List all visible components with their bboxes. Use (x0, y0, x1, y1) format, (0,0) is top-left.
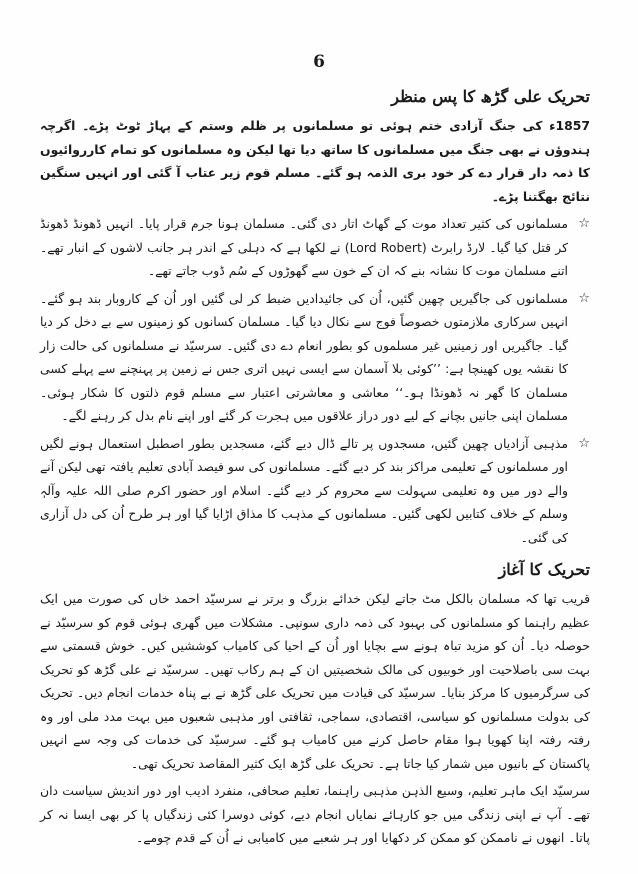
star-bullet-icon: ☆ (578, 290, 590, 306)
bullet-text: مسلمانوں کی جاگیریں چھین گئیں، اُن کی جائیدادیں ضبط کر لی گئیں اور اُن کے کاروبار بند ہو گئے۔ انہیں سرکاری ملازمتوں خصوصاً فوج سے نکال دیا گیا۔ مسلمان کسانوں کو زمینوں سے بے دخل کر دیا گیا۔ جاگیریں اور زمینیں غیر مسلموں کو بطور انعام دے دی گئیں۔ سرسیّد نے مسلمانوں کی حالت زار کا نقشہ یوں کھینچا ہے: ’’کوئی بلا آسمان سے ایسی نہیں اتری جس نے زمین پر پہنچنے سے پہلے کسی مسلمان کا گھر نہ ڈھونڈا ہو۔‘‘ معاشی و معاشرتی اعتبار سے مسلم قوم ذلتوں کا شکار ہوئی۔ مسلمان اپنی جانیں بچانے کے لیے دور دراز علاقوں میں ہجرت کر گئے اور اپنے نام بدل کر رہنے لگے۔ (40, 290, 568, 423)
page-content (40, 84, 590, 854)
section-heading-background: تحریک علی گڑھ کا پس منظر (391, 87, 590, 106)
bullet-item (40, 212, 590, 283)
intro-paragraph: 1857ء کی جنگ آزادی ختم ہوئی تو مسلمانوں پر ظلم وستم کے پہاڑ ٹوٹ پڑے۔ اگرچہ ہندوؤں نے بھی جنگ میں مسلمانوں کا ساتھ دیا تھا لیکن وہ مسلمانوں کو تمام کارروائیوں کا ذمہ دار قرار دے کر خود بری الذمہ ہو گئے۔ مسلم قوم زیر عتاب آ گئی اور انہیں سنگین نتائج بھگتنا پڑے۔ (40, 118, 590, 204)
bullet-item (40, 432, 590, 550)
bullet-item (40, 287, 590, 428)
page-number: 6 (313, 52, 325, 72)
bullet-text: مذہبی آزادیاں چھین گئیں، مسجدوں پر تالے ڈال دیے گئے، مسجدیں بطور اصطبل استعمال ہونے لگیں اور مسلمانوں کے تعلیمی مراکز بند کر دیے گئے۔ مسلمانوں کی سو فیصد آبادی تعلیم یافتہ تھی لیکن آنے والے دور میں وہ تعلیمی سہولت سے محروم کر دیے گئے۔ اسلام اور حضور اکرم صلی اللہ علیہ وآلہٖ وسلم کے خلاف کتابیں لکھی گئیں۔ مسلمانوں کے مذہب کا مذاق اڑایا گیا اور ہر طرح اُن کی دل آزاری کی گئی۔ (40, 435, 568, 545)
body-paragraph: قریب تھا کہ مسلمان بالکل مٹ جاتے لیکن خدائے بزرگ و برتر نے سرسیّد احمد خاں کی صورت میں ایک عظیم راہنما کو مسلمانوں کی بہبود کی ذمہ داری سونپی۔ مشکلات میں گھری ہوئی قوم کو سرسیّد نے حوصلہ دیا۔ اُن کو مزید تباہ ہونے سے بچایا اور اُن کے احیا کی کامیاب کوششیں کیں۔ خوش قسمتی سے بہت سی باصلاحیت اور خوبیوں کی مالک شخصیتیں ان کے ہم رکاب تھیں۔ سرسیّد نے علی گڑھ کو تحریک کی سرگرمیوں کا مرکز بنایا۔ سرسیّد کی قیادت میں تحریک علی گڑھ نے بے پناہ خدمات انجام دیں۔ تحریک کی بدولت مسلمانوں کو سیاسی، اقتصادی، سماجی، ثقافتی اور مذہبی شعبوں میں بہت مدد ملی اور وہ رفتہ رفتہ اپنا کھویا ہوا مقام حاصل کرنے میں کامیاب ہو گئے۔ سرسیّد کی خدمات کی وجہ سے انہیں پاکستان کے بانیوں میں شمار کیا جاتا ہے۔ تحریک علی گڑھ ایک کثیر المقاصد تحریک تھی۔ (40, 591, 590, 771)
star-bullet-icon: ☆ (578, 216, 590, 231)
section-heading-beginning: تحریک کا آغاز (498, 560, 590, 579)
bullet-text: مسلمانوں کی کثیر تعداد موت کے گھاٹ اتار دی گئی۔ مسلمان ہونا جرم قرار پایا۔ انہیں ڈھونڈ ڈھونڈ کر قتل کیا گیا۔ لارڈ رابرٹ (Lord Robert) نے لکھا ہے کہ دہلی کے اندر ہر جانب لاشوں کے انبار تھے۔ اتنے مسلمان موت کا نشانہ بنے کہ ان کے خون سے گھوڑوں کے سُم ڈوب جاتے تھے۔ (40, 216, 568, 278)
star-bullet-icon: ☆ (578, 435, 590, 451)
body-paragraph: سرسیّد ایک ماہر تعلیم، وسیع الذہن مذہبی راہنما، تعلیم صحافی، منفرد ادیب اور دور اندیش سیاست دان تھے۔ آپ نے اپنی زندگی میں جو کارہائے نمایاں انجام دیے، کوئی دوسرا کئی زندگیاں پا کر بھی ایسا نہ کر پاتا۔ انھوں نے ناممکن کو ممکن کر دکھایا اور ہر شعبے میں کامیابی نے اُن کے قدم چومے۔ (40, 783, 590, 845)
